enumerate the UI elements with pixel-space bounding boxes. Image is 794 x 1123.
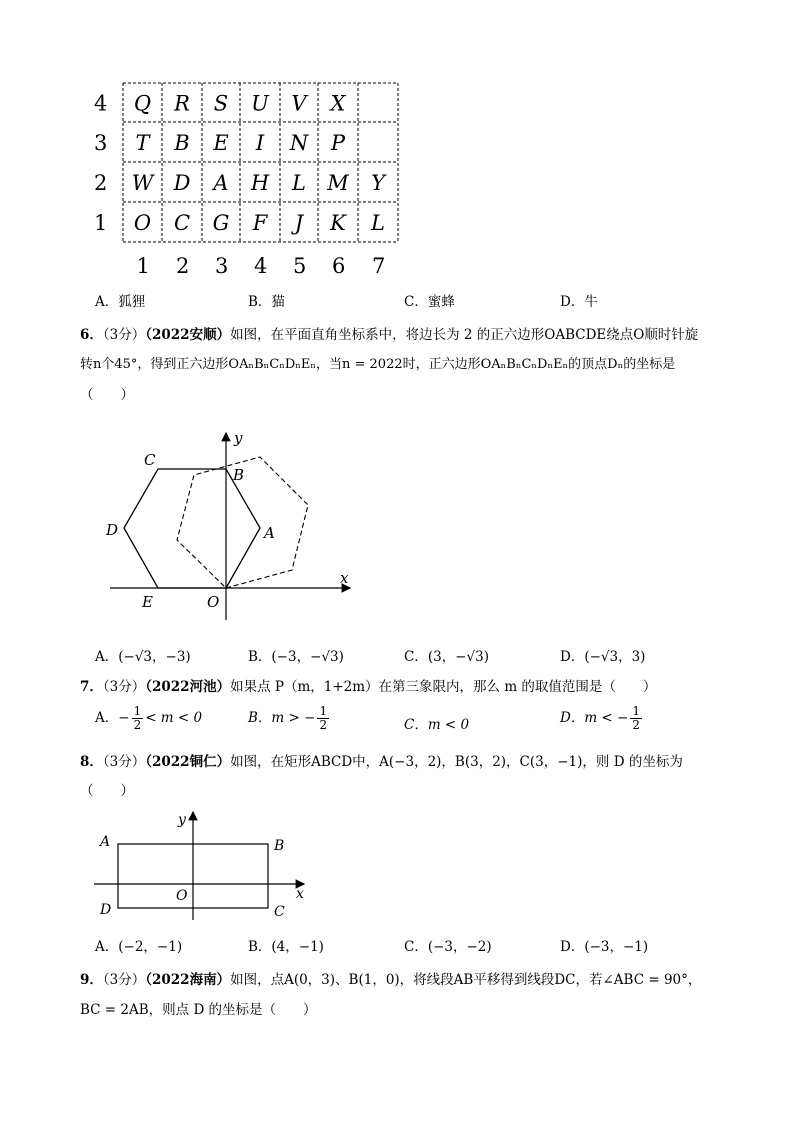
q7-score: （3分）	[102, 679, 146, 695]
grid-cell-letter: J	[294, 211, 304, 235]
grid-cell-letter: H	[250, 171, 270, 195]
grid-row-label: 3	[94, 131, 108, 155]
q8-label-a: A	[100, 834, 111, 850]
grid-cell-letter: Y	[371, 171, 385, 195]
q6-hexagon-original	[124, 469, 260, 588]
q7-option-b-prefix: B．m > −	[248, 710, 316, 726]
grid-cell-letter: F	[252, 211, 268, 235]
q8-label-d: D	[100, 902, 112, 918]
q5-option-c[interactable]: C．蜜蜂	[404, 294, 455, 310]
q9-stem-line1	[80, 968, 701, 988]
q8-stem	[80, 750, 683, 770]
q9-stem-line2: BC = 2AB，则点 D 的坐标是（ ）	[80, 1002, 317, 1018]
grid-cell-letter: E	[213, 131, 229, 155]
q6-source: （2022安顺）	[145, 327, 231, 343]
grid-cell-letter: I	[255, 131, 265, 155]
q7-stem	[80, 675, 656, 695]
q7-option-d-prefix: D．m < −	[560, 710, 629, 726]
letter-grid-figure	[80, 75, 410, 285]
grid-cell-letter: C	[173, 211, 191, 235]
grid-col-label: 7	[372, 254, 386, 278]
grid-cell-letter: O	[133, 211, 152, 235]
q8-source: （2022铜仁）	[145, 754, 231, 770]
q6-label-d: D	[106, 521, 119, 539]
grid-col-label: 4	[254, 254, 268, 278]
q7-frac-den-d: 2	[632, 718, 640, 732]
q6-hexagon-figure	[100, 425, 360, 625]
q8-rectangle-figure	[90, 808, 320, 928]
grid-cell-letter: B	[174, 131, 190, 155]
q8-label-o: O	[176, 888, 188, 904]
q6-stem-line1	[80, 323, 698, 343]
q7-text: 如果点 P（m，1+2m）在第三象限内，那么 m 的取值范围是（ ）	[230, 679, 657, 695]
q7-option-a-fraction	[132, 705, 144, 732]
q8-option-b[interactable]: B．(4，−1)	[248, 939, 324, 955]
q7-option-d[interactable]	[560, 705, 644, 732]
q6-label-a: A	[264, 524, 275, 542]
q8-option-d[interactable]: D．(−3，−1)	[560, 939, 649, 955]
q7-frac-num-a: 1	[133, 704, 142, 718]
grid-cell-letter: L	[371, 211, 385, 235]
q7-option-b[interactable]	[248, 705, 331, 732]
q9-score: （3分）	[102, 972, 146, 988]
q8-label-x: x	[296, 886, 304, 902]
q8-number: 8．	[80, 754, 103, 770]
q5-option-d[interactable]: D．牛	[560, 294, 598, 310]
q7-number: 7．	[80, 679, 103, 695]
q6-label-b: B	[233, 466, 245, 484]
grid-cell-letter: U	[251, 91, 269, 116]
q8-label-b: B	[274, 838, 285, 854]
q7-option-b-fraction	[317, 705, 329, 732]
grid-cell-letter: X	[330, 91, 346, 116]
q7-option-d-fraction	[630, 705, 642, 732]
grid-cell-letter: N	[289, 131, 309, 155]
q6-label-x: x	[340, 569, 349, 587]
q6-number: 6．	[80, 327, 103, 343]
grid-cell-letter: M	[327, 171, 349, 195]
q9-text-1: 如图，点A(0，3)、B(1，0)，将线段AB平移得到线段DC，若∠ABC = 90°，	[230, 972, 702, 988]
grid-cell-letter: G	[212, 211, 230, 235]
q7-frac-num-d: 1	[632, 704, 640, 718]
grid-cell-letter: Q	[133, 91, 152, 116]
grid-cell-letter: D	[173, 171, 191, 195]
q7-option-a-suffix: < m < 0	[145, 710, 203, 726]
grid-col-label: 5	[293, 254, 307, 278]
grid-cell-letter: W	[131, 171, 154, 195]
q6-label-c: C	[144, 451, 156, 469]
q6-score: （3分）	[102, 327, 146, 343]
q6-answer-paren: （ ）	[80, 387, 134, 403]
grid-col-label: 1	[136, 254, 150, 278]
q5-option-a[interactable]: A．狐狸	[95, 294, 146, 310]
q6-option-a[interactable]: A．(−√3，−3)	[95, 649, 191, 665]
q9-number: 9．	[80, 972, 103, 988]
grid-row-label: 1	[94, 211, 108, 235]
q6-option-d[interactable]: D．(−√3，3)	[560, 649, 646, 665]
grid-cell-letter: L	[292, 171, 306, 195]
grid-col-label: 2	[176, 254, 190, 278]
q8-text: 如图，在矩形ABCD中，A(−3，2)，B(3，2)，C(3，−1)，则 D 的坐标为	[230, 754, 683, 770]
q7-frac-num-b: 1	[319, 704, 328, 718]
grid-cell-letter: A	[213, 171, 229, 195]
q7-option-c[interactable]	[404, 713, 469, 733]
q8-answer-paren: （ ）	[80, 783, 134, 799]
q6-label-e: E	[142, 593, 153, 611]
q6-stem-line2: 转n个45°，得到正六边形OAₙBₙCₙDₙEₙ，当n = 2022时，正六边形OAₙBₙCₙDₙEₙ的顶点Dₙ的坐标是	[80, 357, 676, 372]
grid-cell-letter: S	[213, 91, 229, 116]
q6-option-b[interactable]: B．(−3，−√3)	[248, 649, 344, 665]
q8-option-c[interactable]: C．(−3，−2)	[404, 939, 492, 955]
q8-label-c: C	[274, 904, 285, 920]
grid-row-label: 2	[94, 171, 108, 195]
grid-cell-letter: R	[174, 91, 190, 116]
q7-option-c-text: C．m < 0	[404, 717, 470, 733]
q6-label-y: y	[234, 429, 243, 447]
q8-label-y: y	[178, 812, 186, 828]
q7-frac-den-b: 2	[319, 718, 328, 732]
q9-source: （2022海南）	[145, 972, 231, 988]
q8-option-a[interactable]: A．(−2，−1)	[95, 939, 183, 955]
q6-option-c[interactable]: C．(3，−√3)	[404, 649, 489, 665]
grid-col-label: 6	[332, 254, 346, 278]
grid-cell-letter: P	[330, 131, 346, 155]
q5-option-b[interactable]: B．猫	[248, 294, 285, 310]
q8-score: （3分）	[102, 754, 146, 770]
q7-option-a[interactable]	[95, 705, 202, 732]
q6-text-1: 如图，在平面直角坐标系中，将边长为 2 的正六边形OABCDE绕点O顺时针旋	[230, 327, 699, 343]
grid-row-label: 4	[94, 91, 108, 116]
q7-option-a-prefix: A．−	[95, 710, 130, 726]
grid-cell-letter: T	[135, 131, 150, 155]
q7-frac-den-a: 2	[133, 718, 142, 732]
q7-source: （2022河池）	[145, 679, 231, 695]
grid-cell-letter: V	[291, 91, 307, 116]
grid-col-label: 3	[215, 254, 229, 278]
grid-cell-letter: K	[330, 211, 346, 235]
q6-label-o: O	[207, 593, 220, 611]
